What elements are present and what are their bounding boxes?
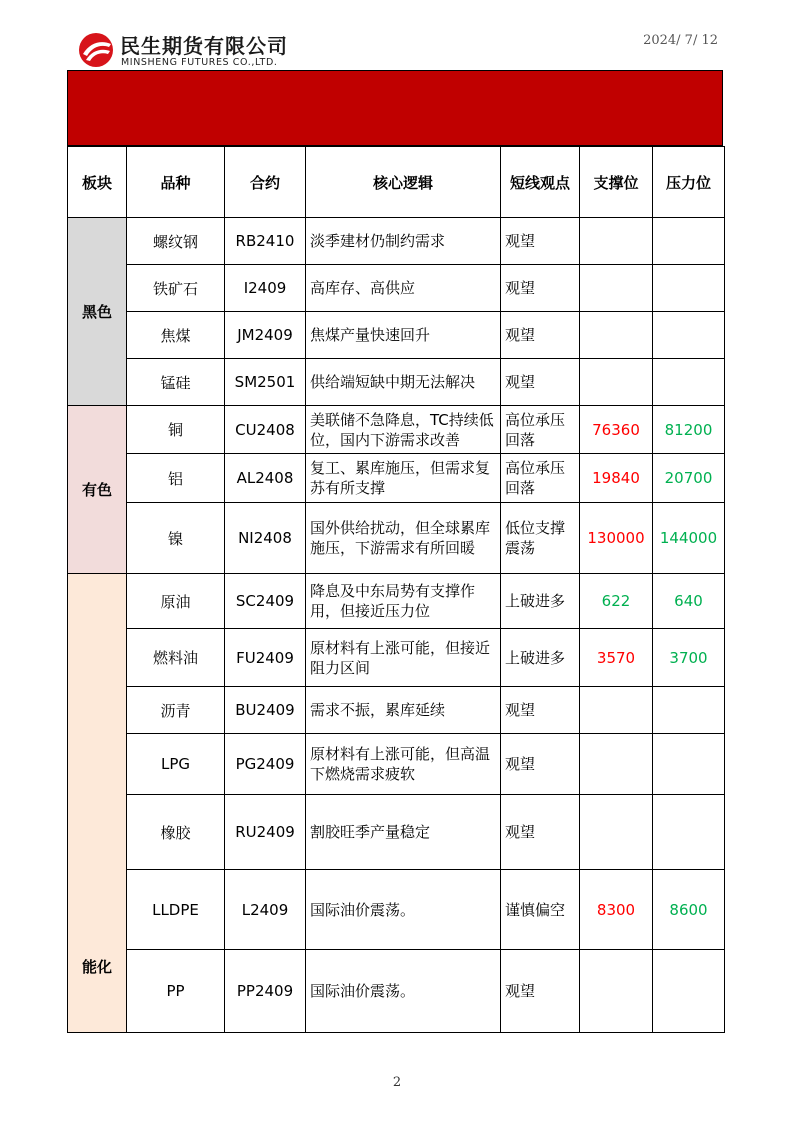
logic-cell: 供给端短缺中期无法解决 (306, 359, 501, 406)
view-cell: 观望 (501, 265, 580, 312)
logic-cell: 降息及中东局势有支撑作用，但接近压力位 (306, 574, 501, 629)
contract-cell: NI2408 (225, 503, 306, 574)
resistance-cell (653, 218, 725, 265)
support-cell (580, 734, 653, 795)
resistance-cell: 81200 (653, 406, 725, 454)
table-row (68, 734, 725, 795)
support-cell (580, 265, 653, 312)
logic-cell: 美联储不急降息，TC持续低位，国内下游需求改善 (306, 406, 501, 454)
view-cell: 观望 (501, 950, 580, 1033)
table-row (68, 454, 725, 503)
sector-black: 黑色 (68, 218, 127, 406)
strategy-table (67, 146, 725, 1033)
page-number: 2 (392, 1075, 402, 1090)
contract-cell: AL2408 (225, 454, 306, 503)
resistance-cell: 640 (653, 574, 725, 629)
logic-cell: 国外供给扰动，但全球累库施压，下游需求有所回暖 (306, 503, 501, 574)
sector-energy: 能化 (68, 574, 127, 1033)
header-view: 短线观点 (501, 147, 580, 218)
table-row (68, 359, 725, 406)
table-row (68, 218, 725, 265)
variety-cell: 铝 (127, 454, 225, 503)
table-row (68, 503, 725, 574)
logic-cell: 高库存、高供应 (306, 265, 501, 312)
company-logo (78, 30, 318, 70)
variety-cell: 沥青 (127, 687, 225, 734)
contract-cell: FU2409 (225, 629, 306, 687)
header-contract: 合约 (225, 147, 306, 218)
header-logic: 核心逻辑 (306, 147, 501, 218)
resistance-cell (653, 950, 725, 1033)
header-resistance: 压力位 (653, 147, 725, 218)
support-cell: 3570 (580, 629, 653, 687)
view-cell: 观望 (501, 218, 580, 265)
view-cell: 观望 (501, 795, 580, 870)
variety-cell: PP (127, 950, 225, 1033)
table-row (68, 950, 725, 1033)
logic-cell: 淡季建材仍制约需求 (306, 218, 501, 265)
variety-cell: 焦煤 (127, 312, 225, 359)
resistance-cell: 3700 (653, 629, 725, 687)
view-cell: 观望 (501, 734, 580, 795)
support-cell: 19840 (580, 454, 653, 503)
view-cell: 观望 (501, 312, 580, 359)
support-cell (580, 687, 653, 734)
sector-nonferrous: 有色 (68, 406, 127, 574)
variety-cell: 橡胶 (127, 795, 225, 870)
table-header-row (68, 147, 725, 218)
view-cell: 低位支撑震荡 (501, 503, 580, 574)
variety-cell: 镍 (127, 503, 225, 574)
contract-cell: I2409 (225, 265, 306, 312)
contract-cell: CU2408 (225, 406, 306, 454)
table-row (68, 574, 725, 629)
support-cell: 8300 (580, 870, 653, 950)
variety-cell: 铜 (127, 406, 225, 454)
logic-cell: 原材料有上涨可能，但高温下燃烧需求疲软 (306, 734, 501, 795)
support-cell (580, 950, 653, 1033)
variety-cell: 铁矿石 (127, 265, 225, 312)
title-banner (67, 70, 723, 146)
logic-cell: 割胶旺季产量稳定 (306, 795, 501, 870)
header-sector: 板块 (68, 147, 127, 218)
contract-cell: BU2409 (225, 687, 306, 734)
company-name-cn: 民生期货有限公司 (120, 34, 288, 58)
resistance-cell (653, 687, 725, 734)
variety-cell: LLDPE (127, 870, 225, 950)
view-cell: 观望 (501, 687, 580, 734)
resistance-cell (653, 734, 725, 795)
table-row (68, 629, 725, 687)
resistance-cell: 8600 (653, 870, 725, 950)
support-cell: 76360 (580, 406, 653, 454)
resistance-cell (653, 795, 725, 870)
minsheng-logo-icon (78, 32, 114, 68)
logic-cell: 需求不振，累库延续 (306, 687, 501, 734)
support-cell (580, 795, 653, 870)
view-cell: 高位承压回落 (501, 406, 580, 454)
view-cell: 上破进多 (501, 629, 580, 687)
resistance-cell (653, 312, 725, 359)
contract-cell: RB2410 (225, 218, 306, 265)
contract-cell: RU2409 (225, 795, 306, 870)
contract-cell: L2409 (225, 870, 306, 950)
support-cell: 622 (580, 574, 653, 629)
company-name-en: MINSHENG FUTURES CO.,LTD. (121, 57, 278, 68)
header-variety: 品种 (127, 147, 225, 218)
logic-cell: 国际油价震荡。 (306, 950, 501, 1033)
view-cell: 观望 (501, 359, 580, 406)
logic-cell: 复工、累库施压，但需求复苏有所支撑 (306, 454, 501, 503)
view-cell: 高位承压回落 (501, 454, 580, 503)
variety-cell: LPG (127, 734, 225, 795)
header-support: 支撑位 (580, 147, 653, 218)
contract-cell: PP2409 (225, 950, 306, 1033)
logic-cell: 焦煤产量快速回升 (306, 312, 501, 359)
contract-cell: SC2409 (225, 574, 306, 629)
support-cell: 130000 (580, 503, 653, 574)
variety-cell: 螺纹钢 (127, 218, 225, 265)
contract-cell: SM2501 (225, 359, 306, 406)
support-cell (580, 312, 653, 359)
variety-cell: 锰硅 (127, 359, 225, 406)
logic-cell: 原材料有上涨可能，但接近阻力区间 (306, 629, 501, 687)
logic-cell: 国际油价震荡。 (306, 870, 501, 950)
variety-cell: 原油 (127, 574, 225, 629)
contract-cell: PG2409 (225, 734, 306, 795)
table-row (68, 312, 725, 359)
resistance-cell: 20700 (653, 454, 725, 503)
table-row (68, 795, 725, 870)
support-cell (580, 359, 653, 406)
table-row (68, 265, 725, 312)
table-row (68, 687, 725, 734)
view-cell: 谨慎偏空 (501, 870, 580, 950)
table-row (68, 406, 725, 454)
support-cell (580, 218, 653, 265)
resistance-cell (653, 265, 725, 312)
variety-cell: 燃料油 (127, 629, 225, 687)
table-row (68, 870, 725, 950)
contract-cell: JM2409 (225, 312, 306, 359)
view-cell: 上破进多 (501, 574, 580, 629)
resistance-cell (653, 359, 725, 406)
resistance-cell: 144000 (653, 503, 725, 574)
report-date: 2024/ 7/ 12 (643, 33, 718, 48)
